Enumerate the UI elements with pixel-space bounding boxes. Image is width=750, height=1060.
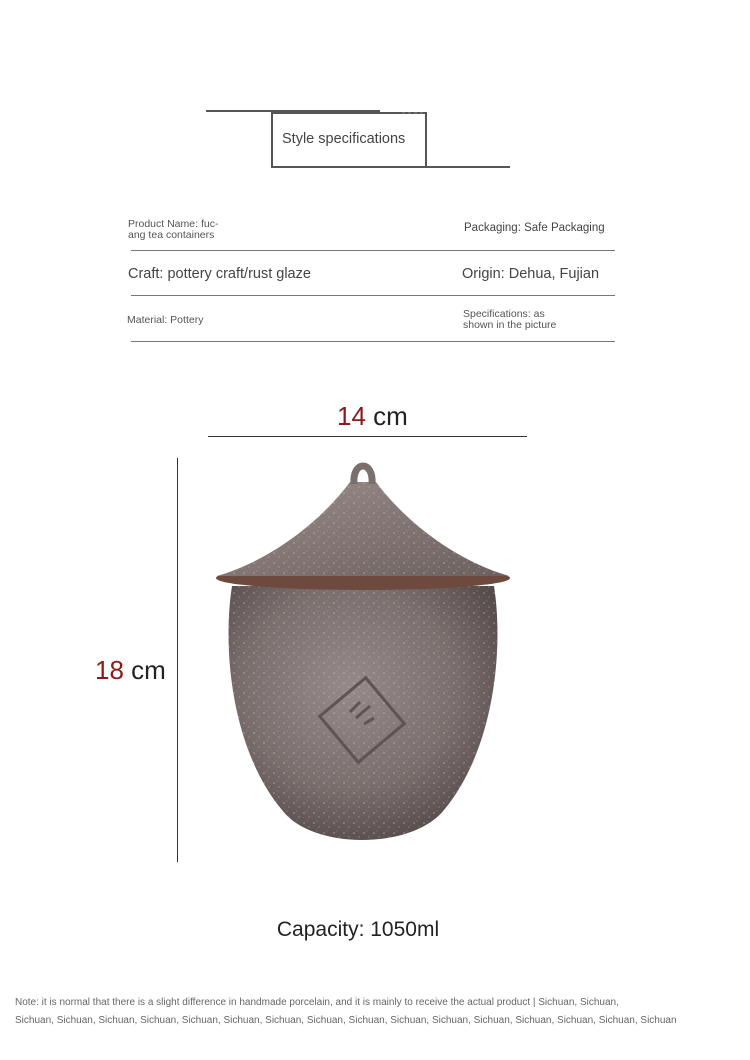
height-dimension-line	[177, 458, 178, 862]
width-value: 14	[337, 401, 366, 431]
height-unit: cm	[131, 655, 166, 685]
width-dimension-line	[208, 436, 527, 437]
width-unit: cm	[373, 401, 408, 431]
section-title: Style specifications	[282, 131, 406, 147]
spec-specifications: Specifications: as shown in the picture	[463, 308, 557, 331]
tea-jar-image	[212, 450, 514, 864]
spec-divider	[131, 295, 615, 296]
spec-origin: Origin: Dehua, Fujian	[462, 266, 600, 282]
disclaimer-note	[15, 994, 730, 1030]
note-line-2: Sichuan, Sichuan, Sichuan, Sichuan, Sichuan, Sichuan, Sichuan, Sichuan, Sichuan, Sichuan, Sichuan, Sichuan, Sichuan, Sichuan, Sichuan, Sichuan	[15, 1015, 677, 1026]
spec-craft: Craft: pottery craft/rust glaze	[128, 266, 311, 282]
spec-material: Material: Pottery	[127, 314, 204, 326]
spec-packaging: Packaging: Safe Packaging	[464, 222, 605, 234]
capacity-label: Capacity: 1050ml	[276, 918, 440, 941]
spec-divider	[131, 341, 615, 342]
tea-jar-drawing	[212, 450, 514, 864]
width-dimension-label	[337, 401, 408, 432]
spec-divider	[131, 250, 615, 251]
height-value: 18	[95, 655, 124, 685]
height-dimension-label	[95, 655, 166, 686]
spec-product-name: Product Name: fuc- ang tea containers	[128, 218, 219, 241]
note-line-1: Note: it is normal that there is a slight difference in handmade porcelain, and it is mainly to receive the actual product | Sichuan, Sichuan,	[15, 997, 619, 1008]
